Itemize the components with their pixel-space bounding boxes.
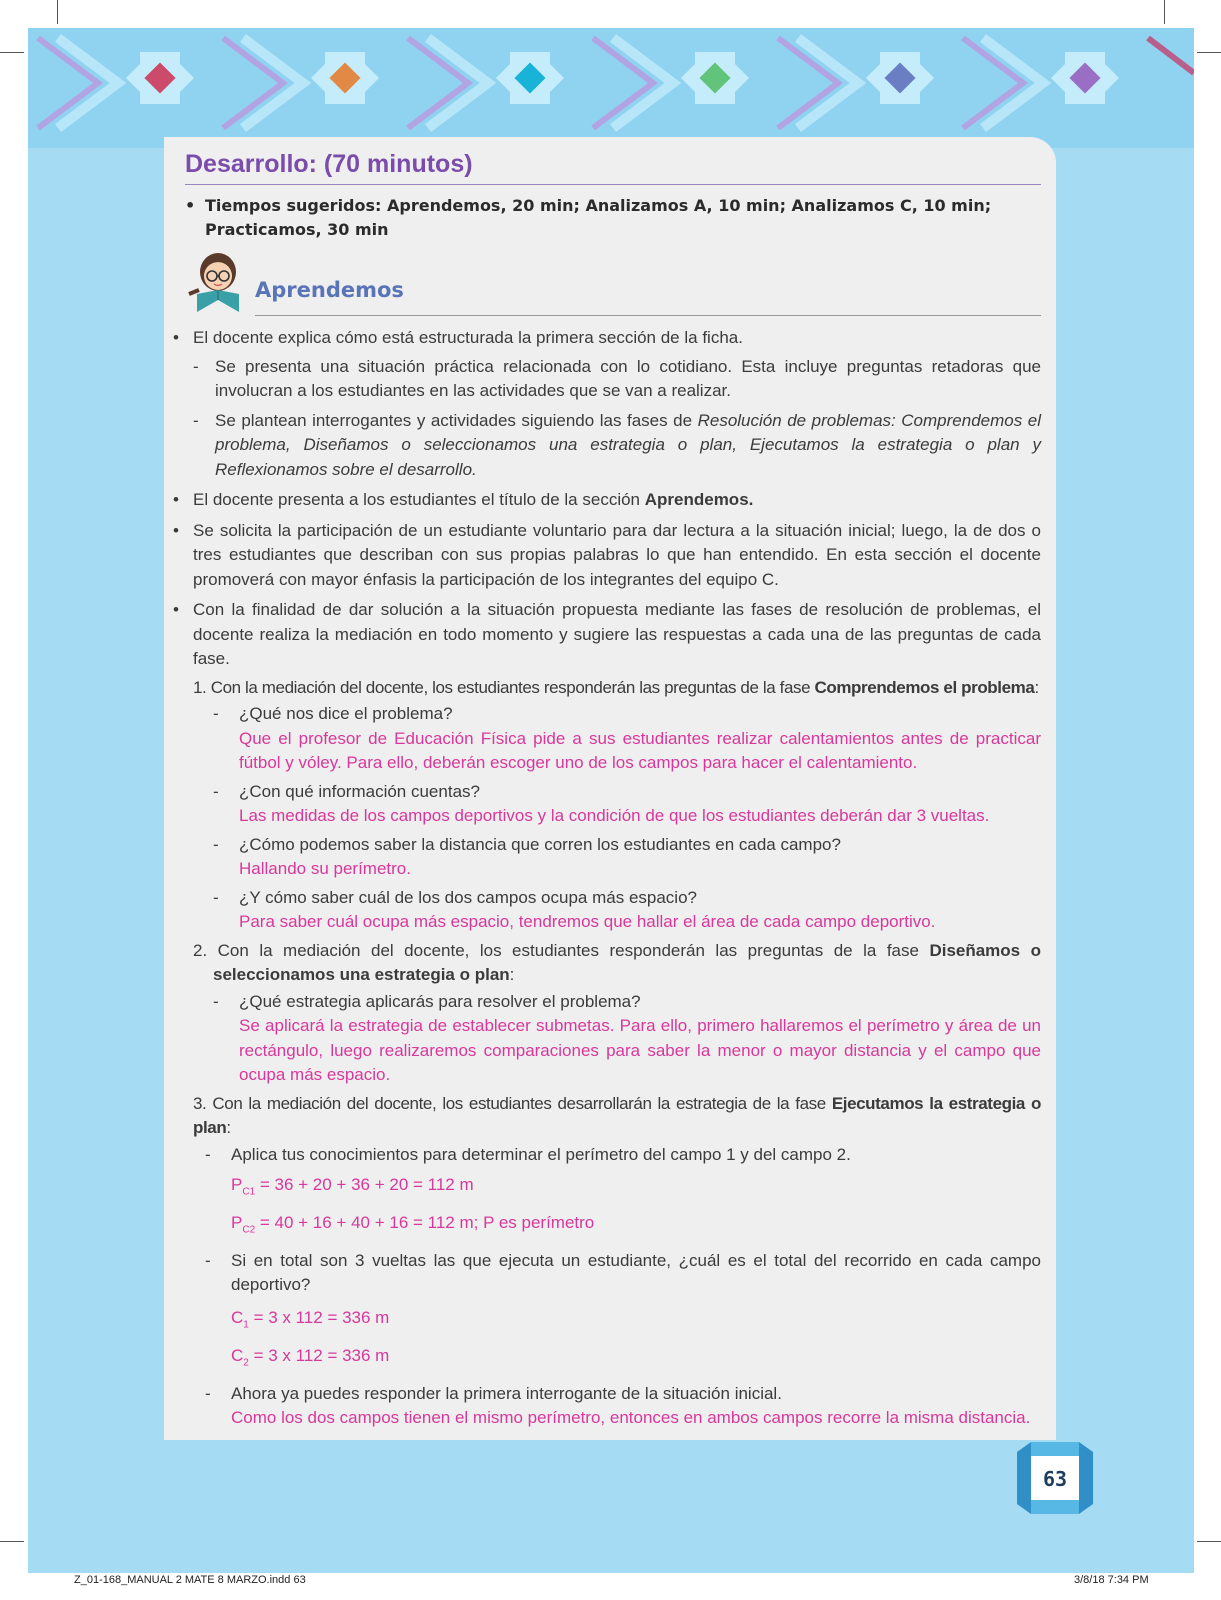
suggested-times: • Tiempos sugeridos: Aprendemos, 20 min; Analizamos A, 10 min; Analizamos C, 10 min; Practicamos, 30 min [185,194,1041,242]
list-item: - ¿Qué estrategia aplicarás para resolver el problema? Se aplicará la estrategia de establecer submetas. Para ello, primero hallaremos el perímetro y área de un rectángulo, luego realizaremos comparaciones para saber la menor o mayor distancia y el campo que ocupa más espacio. [213,990,1041,1088]
list-item: • Se solicita la participación de un estudiante voluntario para dar lectura a la situación inicial; luego, la de dos o tres estudiantes que describan con sus propias palabras lo que han entendido. En esta sección el docente promoverá con mayor énfasis la participación de los integrantes del equipo C. [171,519,1041,593]
footer-timestamp: 3/8/18 7:34 PM [1074,1574,1149,1586]
answer: Como los dos campos tienen el mismo perímetro, entonces en ambos campos recorre la misma distancia. [231,1408,1031,1428]
equation: $P_{C1} = 36 + 20 + 36 + 20 = 112$ m [231,1175,474,1198]
crop-mark [57,0,58,24]
question-list [213,990,1041,1088]
step-1: 1. Con la mediación del docente, los estudiantes responderán las preguntas de la fase Comprendemos el problema: [193,677,1039,697]
question-list [213,702,1041,935]
main-content [185,148,1041,1437]
answer: Que el profesor de Educación Física pide a sus estudiantes realizar calentamientos antes de practicar fútbol y vóley. Para ello, deberán escoger uno de los campos para hacer el calentamiento. [239,728,1041,772]
step-2: 2. Con la mediación del docente, los estudiantes responderán las preguntas de la fase Diseñamos o seleccionamos una estrategia o plan: [193,940,1042,984]
list-item: • El docente explica cómo está estructurada la primera sección de la ficha. - Se presenta una situación práctica relacionada con lo cotidiano. Esta incluye preguntas retadoras que involucran a los estudiantes en las actividades que se van a realizar. - Se plantean interrogantes y actividades siguiendo las fases de Resolución de problemas: Comprendemos el problema, Diseñamos o seleccionamos una estrategia o plan, Ejecutamos la estrategia o plan y Reflexionamos sobre el desarrollo. [171,326,1041,482]
bullet-list [171,326,1041,1431]
question-list [205,1143,1041,1431]
list-item: - Si en total son 3 vueltas las que ejecuta un estudiante, ¿cuál es el total del recorrido en cada campo deportivo? $C_1 = 3$ x 112 = 336 m $C_2 = 3$ x 112 = 336 m [205,1249,1041,1376]
girl-reading-icon [185,250,251,316]
divider [255,315,1041,316]
list-item: - Ahora ya puedes responder la primera interrogante de la situación inicial. Como los dos campos tienen el mismo perímetro, entonces en ambos campos recorre la misma distancia. [205,1382,1041,1431]
list-item: - Aplica tus conocimientos para determinar el perímetro del campo 1 y del campo 2. $P_{C1} = 36 + 20 + 36 + 20 = 112$ m $P_{C2} = 40 + 16 + 40 + 16 = 112$ m; P es perímetro [205,1143,1041,1243]
equation: $C_2 = 3$ x 112 = 336 m [231,1345,390,1369]
crop-mark [0,52,24,53]
list-item: - ¿Qué nos dice el problema? Que el profesor de Educación Física pide a sus estudiantes realizar calentamientos antes de practicar fútbol y vóley. Para ello, deberán escoger uno de los campos para hacer el calentamiento. [213,702,1041,776]
answer: Las medidas de los campos deportivos y la condición de que los estudiantes deberán dar 3 vueltas. [239,806,990,825]
decorative-banner [28,28,1194,148]
crop-mark [0,1541,24,1542]
list-item: • El docente presenta a los estudiantes el título de la sección Aprendemos. [171,488,1041,513]
step-3: 3. Con la mediación del docente, los estudiantes desarrollarán la estrategia de la fase Ejecutamos la estrategia o plan: [193,1093,1041,1137]
list-item: - Se plantean interrogantes y actividades siguiendo las fases de Resolución de problemas: Comprendemos el problema, Diseñamos o seleccionamos una estrategia o plan, Ejecutamos la estrategia o plan y Reflexionamos sobre el desarrollo. [193,409,1041,483]
answer: Se aplicará la estrategia de establecer submetas. Para ello, primero hallaremos el perímetro y área de un rectángulo, luego realizaremos comparaciones para saber la menor o mayor distancia y el campo que ocupa más espacio. [239,1016,1041,1084]
answer: Para saber cuál ocupa más espacio, tendremos que hallar el área de cada campo deportivo. [239,912,936,931]
crop-mark [1197,1541,1221,1542]
page-number: 63 [1042,1467,1068,1491]
crop-mark [1197,52,1221,53]
list-item: - ¿Con qué información cuentas? Las medidas de los campos deportivos y la condición de que los estudiantes deberán dar 3 vueltas. [213,780,1041,829]
footer-filename: Z_01-168_MANUAL 2 MATE 8 MARZO.indd 63 [74,1574,306,1586]
crop-mark [1164,0,1165,24]
section-heading: Desarrollo: (70 minutos) [185,148,1041,185]
list-item: - Se presenta una situación práctica relacionada con lo cotidiano. Esta incluye preguntas retadoras que involucran a los estudiantes en las actividades que se van a realizar. [193,355,1041,404]
equation: $C_1 = 3$ x 112 = 336 m [231,1307,390,1331]
aprendemos-header [185,250,1041,316]
sub-list [193,355,1041,483]
list-item: - ¿Y cómo saber cuál de los dos campos ocupa más espacio? Para saber cuál ocupa más espacio, tendremos que hallar el área de cada campo deportivo. [213,886,1041,935]
answer: Hallando su perímetro. [239,859,411,878]
page-number-badge [1017,1442,1093,1514]
list-item: • Con la finalidad de dar solución a la situación propuesta mediante las fases de resolución de problemas, el docente realiza la mediación en todo momento y sugiere las respuestas a cada una de las preguntas de cada fase. 1. Con la mediación del docente, los estudiantes responderán las preguntas de la fase Comprendemos el problema: - ¿Qué nos dice el problema? Que el profesor de Educación Física pide a sus estudiantes realizar calentamientos antes de practicar fútbol y vóley. Para ello, deberán escoger uno de los campos para hacer el calentamiento. - ¿Con qué información cuentas? Las medidas de los campos deportivos y la condición de que los estudiantes deberán dar 3 vueltas. - ¿Cómo podemos saber la distancia que corren los estudiantes en cada campo? Hallando su perímetro. - ¿Y cómo saber cuál de los dos campos ocupa más espacio? Para saber cuál ocupa más espacio, tendremos que hallar el área de cada campo deportivo. 2. Con la mediación del docente, los estudiantes responderán las preguntas de la fase Diseñamos o seleccionamos una estrategia o plan: - ¿Qué estrategia aplicarás para resolver el problema? Se aplicará la estrategia de establecer submetas. Para ello, primero hallaremos el perímetro y área de un rectángulo, luego realizaremos comparaciones para saber la menor o mayor distancia y el campo que ocupa más espacio. 3. Con la mediación del docente, los estudiantes desarrollarán la estrategia de la fase Ejecutamos la estrategia o plan: - Aplica tus conocimientos para determinar el perímetro del campo 1 y del campo 2. $P_{C1} = 36 + 20 + 36 + 20 = 112$ m $P_{C2} = 40 + 16 + 40 + 16 = 112$ m; P es perímetro - Si en total son 3 vueltas las que ejecuta un estudiante, ¿cuál es el total del recorrido en cada campo deportivo? $C_1 = 3$ x 112 = 336 m $C_2 = 3$ x 112 = 336 m - Ahora ya puedes responder la primera interrogante de la situación inicial. Como los dos campos tienen el mismo perímetro, entonces en ambos campos recorre la misma distancia. [171,598,1041,1431]
aprendemos-title: Aprendemos [255,278,404,302]
equation: $P_{C2} = 40 + 16 + 40 + 16 = 112$ m; P es perímetro [231,1212,595,1236]
list-item: - ¿Cómo podemos saber la distancia que corren los estudiantes en cada campo? Hallando su perímetro. [213,833,1041,882]
